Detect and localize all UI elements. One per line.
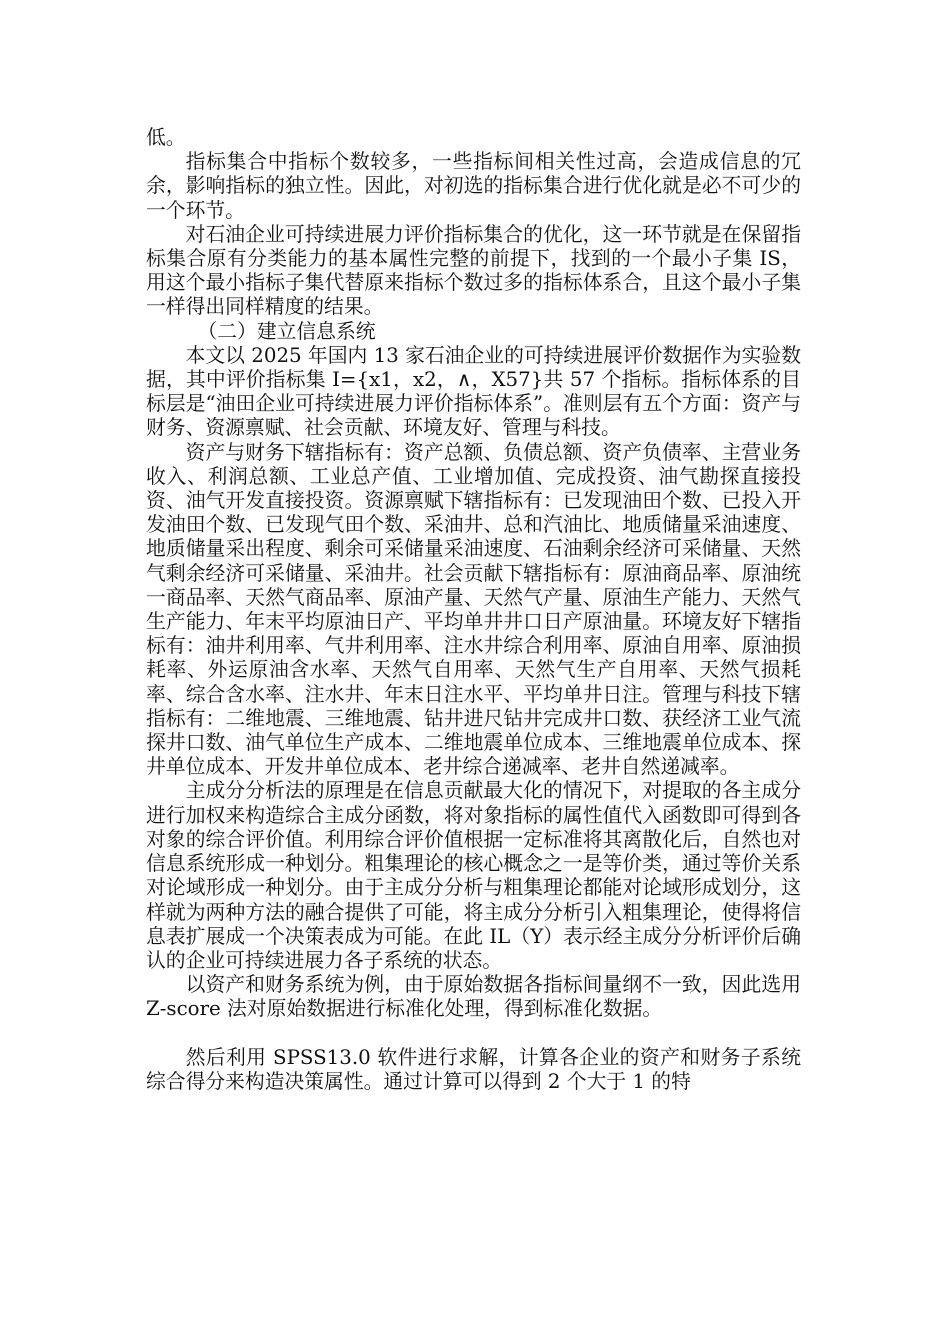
paragraph-spss-solution: 然后利用 SPSS13.0 软件进行求解，计算各企业的资产和财务子系统综合得分来构造决策属性。通过计算可以得到 2 个大于 1 的特: [146, 1045, 801, 1093]
paragraph-principal-component: 主成分分析法的原理是在信息贡献最大化的情况下，对提取的各主成分进行加权来构造综合主成分函数，将对象指标的属性值代入函数即可得到各对象的综合评价值。利用综合评价值根据一定标准将其离散化后，自然也对信息系统形成一种划分。粗集理论的核心概念之一是等价类，通过等价关系对论域形成一种划分。由于主成分分析与粗集理论都能对论域形成划分，这样就为两种方法的融合提供了可能，将主成分分析引入粗集理论，使得将信息表扩展成一个决策表成为可能。在此 IL（Y）表示经主成分分析评价后确认的企业可持续进展力各子系统的状态。: [146, 779, 801, 972]
paragraph-indicator-redundancy: 指标集合中指标个数较多，一些指标间相关性过高，会造成信息的冗余，影响指标的独立性。因此，对初选的指标集合进行优化就是必不可少的一个环节。: [146, 150, 801, 222]
paragraph-standardization: 以资产和财务系统为例，由于原始数据各指标间量纲不一致，因此选用 Z-score 法对原始数据进行标准化处理，得到标准化数据。: [146, 973, 801, 1021]
section-heading-information-system: （二）建立信息系统: [197, 319, 376, 343]
paragraph-experiment-data: 本文以 2025 年国内 13 家石油企业的可持续进展评价数据作为实验数据，其中评价指标集 I={x1，x2，∧，X57}共 57 个指标。指标体系的目标层是“油田企业可持续进展力评价指标体系”。准则层有五个方面：资产与财务、资源禀赋、社会贡献、环境友好、管理与科技。: [146, 343, 801, 440]
document-body: [146, 126, 801, 1094]
paragraph-indicator-list: 资产与财务下辖指标有：资产总额、负债总额、资产负债率、主营业务收入、利润总额、工业总产值、工业增加值、完成投资、油气勘探直接投资、油气开发直接投资。资源禀赋下辖指标有：已发现油田个数、已投入开发油田个数、已发现气田个数、采油井、总和汽油比、地质储量采油速度、地质储量采出程度、剩余可采储量采油速度、石油剩余经济可采储量、天然气剩余经济可采储量、采油井。社会贡献下辖指标有：原油商品率、原油统一商品率、天然气商品率、原油产量、天然气产量、原油生产能力、天然气生产能力、年末平均原油日产、平均单井井口日产原油量。环境友好下辖指标有：油井利用率、气井利用率、注水井综合利用率、原油自用率、原油损耗率、外运原油含水率、天然气自用率、天然气生产自用率、天然气损耗率、综合含水率、注水井、年末日注水平、平均单井日注。管理与科技下辖指标有：二维地震、三维地震、钻井进尺钻井完成井口数、获经济工业气流探井口数、油气单位生产成本、二维地震单位成本、三维地震单位成本、探井单位成本、开发井单位成本、老井综合递减率、老井自然递减率。: [146, 440, 801, 779]
paragraph-continuation: 低。: [146, 126, 186, 149]
paragraph-indicator-optimization: 对石油企业可持续进展力评价指标集合的优化，这一环节就是在保留指标集合原有分类能力的基本属性完整的前提下，找到的一个最小子集 IS，用这个最小指标子集代替原来指标个数过多的指标体系合，且这个最小子集一样得出同样精度的结果。: [146, 222, 801, 319]
